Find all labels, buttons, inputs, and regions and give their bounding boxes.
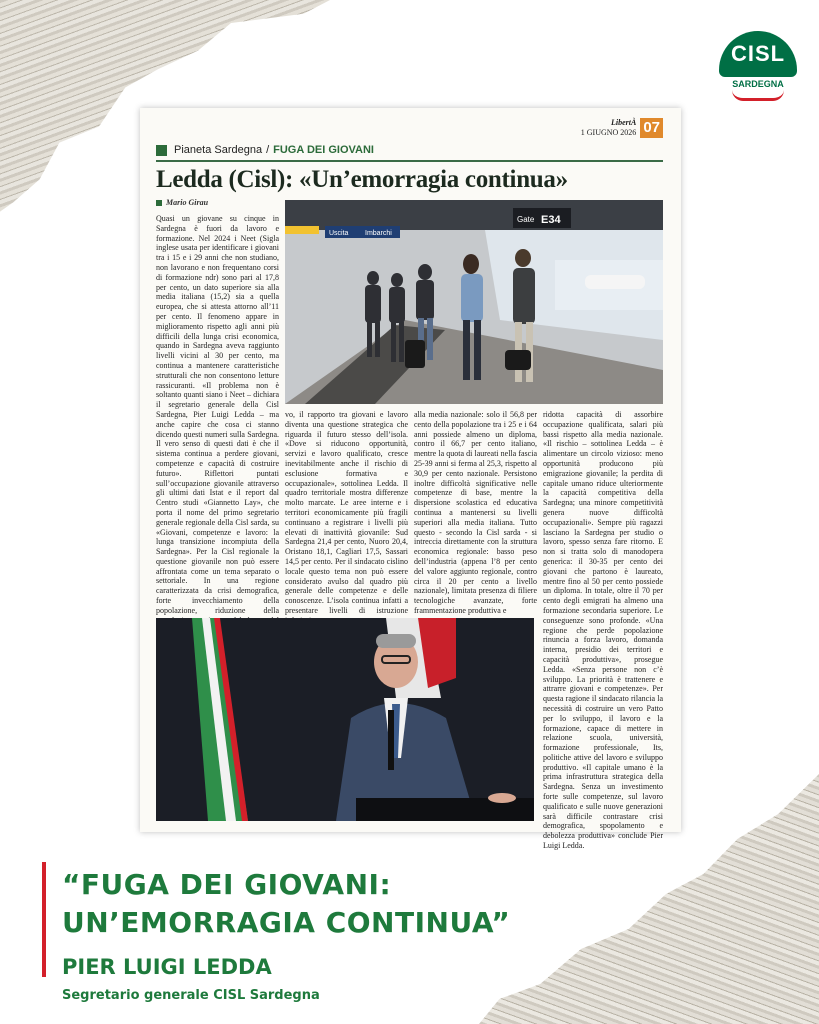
section-name: Pianeta Sardegna	[174, 144, 263, 156]
cisl-logo	[719, 31, 797, 99]
section-label	[156, 144, 374, 156]
airport-photo-image	[285, 200, 663, 404]
speaker-photo-image	[156, 618, 534, 821]
article-byline	[156, 198, 208, 207]
byline-square-icon	[156, 200, 162, 206]
article-headline: Ledda (Cisl): «Un’emorragia continua»	[156, 166, 568, 193]
quote-title	[62, 866, 622, 942]
author-name: Mario Girau	[166, 198, 209, 207]
article-column-2: vo, il rapporto tra giovani e lavoro diventa una questione strategica che riguarda il futuro stesso dell’isola. «Dove si riducono opportunità, servizi e lavoro qualificato, cresce inevitabilmente anche il rischio di esclusione formativa e occupazionale», sottolinea Ledda. Il quadro territoriale mostra differenze molto marcate. Le aree interne e i territori economicamente più fragili continuano a registrare i livelli più elevati di inattività giovanile: Sud Sardegna 21,4 per cento, Nuoro 20,4, Oristano 18,1, Cagliari 17,5, Sassari 14,5 per cento. Per il sindacato cislino locale questo tema non può essere considerato avulso dal quadro più generale delle competenze e delle conoscenze. L’isola continua infatti a presentare livelli di istruzione	[285, 410, 408, 615]
section-rule	[156, 160, 663, 162]
sign-gate-code: E34	[541, 214, 561, 226]
speaker-photo	[156, 618, 534, 821]
section-kicker: FUGA DEI GIOVANI	[273, 144, 374, 156]
cisl-logo-mark: CISL	[719, 31, 797, 77]
sign-exit: Uscita	[329, 230, 349, 237]
section-square-icon	[156, 145, 167, 156]
section-separator: /	[266, 144, 270, 156]
person-name: PIER LUIGI LEDDA	[62, 955, 272, 979]
airport-photo	[285, 200, 663, 404]
quote-title-line-2: UN’EMORRAGIA CONTINUA”	[62, 906, 511, 939]
page-header	[581, 118, 663, 138]
person-role: Segretario generale CISL Sardegna	[62, 988, 320, 1003]
issue-date: 1 GIUGNO 2026	[580, 128, 637, 137]
article-column-4: ridotta capacità di assorbire occupazione qualificata, salari più bassi rispetto alla media nazionale. «Il rischio – sottolinea Ledda – è alimentare un circolo vizioso: meno opportunità producono più emigrazione giovanile; la perdita di capitale umano riduce ulteriormente la capacità competitiva della Sardegna; una minore competitività genera nuove difficoltà occupazionali». Sempre più ragazzi lasciano la Sardegna per studio o lavoro, spesso senza fare ritorno. E non si tratta solo di manodopera generica: il 30-35 per cento dei giovani che partono è laureato, mentre fino al 50 per cento possiede un diploma. In totale, oltre il 70 per cento degli emigrati ha almeno una formazione secondaria superiore. Le conseguenze sono profonde. «Una regione che perde popolazione rinuncia a forza lavoro, domanda interna, presidio dei territori e capacità produttiva», prosegue Ledda. «Senza persone non c’è sviluppo. La priorità è trattenere e attrarre giovani e competenze». Per questa ragione il sindacato rilancia la necessità di costruire un vero Patto per lo sviluppo, il lavoro e la formazione, capace di mettere in relazione scuola, università, formazione professionale, Its, politiche attive del lavoro e sviluppo produttivo. «Il capitale umano è la prima infrastruttura strategica della Sardegna. Senza un investimento forte sulle competenze, sul lavoro qualificato e sulle nuove generazioni sarà difficile contrastare crisi demografica, spopolamento e debolezza produttiva» conclude Pier Luigi Ledda.	[543, 410, 663, 851]
page-number: 07	[640, 118, 663, 138]
cisl-logo-region: SARDEGNA	[732, 79, 784, 89]
article-column-1: Quasi un giovane su cinque in Sardegna è fuori da lavoro e formazione. Nel 2024 i Neet (Sigla inglese usata per identificare i giovani tra i 15 e i 29 anni che non studiano, non lavorano e non frequentano corsi di formazione ndr) sono pari al 17,8 per cento, un dato superiore sia alla media italiana (15,2) sia a quella europea, che si attesta attorno all’11 per cento. Il fenomeno appare in miglioramento rispetto agli anni più difficili della lunga crisi economica, quando in Sardegna aveva raggiunto livelli vicini al 30 per cento, ma continua a mantenere caratteristiche strutturali che non consentono letture rassicuranti. «Il problema non è soltanto quanti siano i Neet – dichiara il segretario generale della Cisl Sardegna, Pier Luigi Ledda – ma anche capire che cosa ci stanno dicendo questi numeri sulla Sardegna. Il vero senso di questi dati è che il sistema continua a perdere giovani, competenze e capacità di costruire futuro». Riflettori puntati sull’occupazione giovanile attraverso gli ultimi dati Istat e il report dal Centro studi «Giannetto Lay», che porta il nome del primo segretario generale regionale della Cisl sarda, su «Giovani, competenze e lavoro: la lunga transizione incompiuta della Sardegna». Per la Cisl regionale la questione giovanile non può essere affrontata come un tema separato o settoriale. In una regione caratterizzata da crisi demografica, forte invecchiamento della popolazione, riduzione della	[156, 214, 279, 615]
article-column-3: alla media nazionale: solo il 56,8 per cento della popolazione tra i 25 e i 64 anni possiede almeno un diploma, contro il 66,7 per cento italiano, mentre la quota di laureati nella fascia 25-39 anni si ferma al 25,3, rispetto al 30,9 per cento nazionale. Persistono inoltre difficoltà significative nelle competenze di base, mentre la dispersione scolastica ed educativa continua a mantenersi su livelli superiori alla media italiana. Tutto questo - secondo la Cisl sarda - si intreccia direttamente con la struttura economica regionale: basso peso dell’industria (appena l’8 per cento del valore aggiunto regionale, contro circa il 20 per cento a livello nazionale), limitata presenza di filiere tecnologiche avanzate, forte frammentazione produttiva e	[414, 410, 537, 615]
newspaper-page	[140, 108, 681, 851]
sign-gate: Gate	[517, 215, 535, 224]
title-accent-bar	[42, 862, 46, 977]
quote-title-line-1: “FUGA DEI GIOVANI:	[62, 868, 392, 901]
newspaper-brand: LibertÀ	[610, 118, 637, 127]
sign-boarding: Imbarchi	[365, 230, 392, 237]
cisl-logo-swoosh	[732, 90, 784, 101]
